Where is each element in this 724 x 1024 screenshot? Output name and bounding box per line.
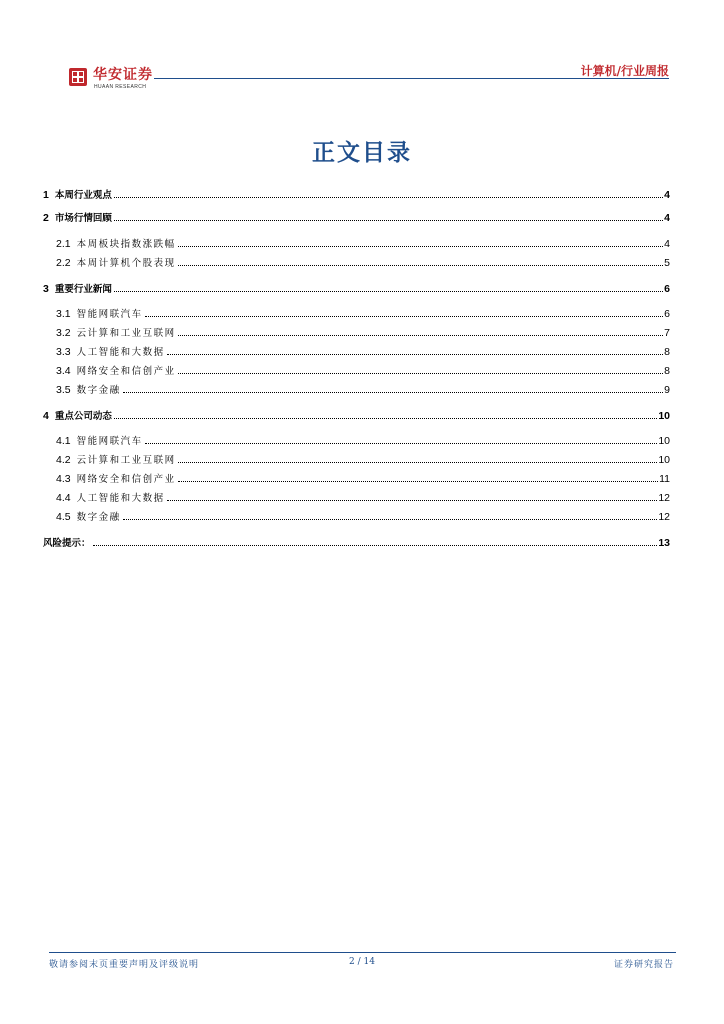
huaan-logo-icon	[69, 68, 87, 86]
toc-entry-number: 4.1	[56, 435, 71, 447]
toc-entry-number: 4.2	[56, 454, 71, 466]
toc-entry-label: 人工智能和大数据	[76, 347, 165, 358]
toc-entry-page: 6	[664, 308, 670, 320]
toc-leader-dots	[123, 517, 658, 520]
toc-entry-number: 2.1	[56, 238, 71, 250]
company-logo-name: 华安证券	[93, 67, 153, 83]
toc-entry-page: 10	[658, 454, 670, 466]
toc-leader-dots	[114, 218, 663, 221]
footer-divider	[49, 952, 676, 953]
toc-entry-label: 本周板块指数涨跌幅	[76, 239, 176, 250]
toc-entry-number: 2	[43, 212, 49, 224]
toc-entry-label: 本周行业观点	[54, 190, 112, 201]
toc-entry-page: 5	[664, 257, 670, 269]
toc-entry[interactable]	[56, 488, 670, 504]
toc-entry-number: 3.5	[56, 384, 71, 396]
toc-entry-number: 3.2	[56, 327, 71, 339]
toc-leader-dots	[178, 479, 658, 482]
toc-leader-dots	[178, 333, 664, 336]
toc-leader-dots	[167, 498, 658, 501]
toc-entry[interactable]	[56, 431, 670, 447]
toc-entry-page: 11	[659, 473, 670, 485]
toc-entry-number: 3	[43, 283, 49, 295]
toc-entry-label: 智能网联汽车	[76, 436, 143, 447]
toc-entry[interactable]	[56, 507, 670, 523]
toc-entry[interactable]	[56, 304, 670, 320]
toc-leader-dots	[178, 263, 664, 266]
toc-entry-label: 网络安全和信创产业	[76, 366, 176, 377]
toc-entry-label: 风险提示：	[43, 538, 91, 549]
toc-entry-page: 10	[658, 410, 670, 422]
toc-leader-dots	[114, 289, 663, 292]
toc-entry-label: 本周计算机个股表现	[76, 258, 176, 269]
toc-entry[interactable]	[56, 450, 670, 466]
company-logo-subtitle: HUAAN RESEARCH	[94, 84, 147, 90]
toc-entry-label: 云计算和工业互联网	[76, 455, 176, 466]
toc-entry-page: 13	[658, 537, 670, 549]
toc-entry-number: 4	[43, 410, 49, 422]
toc-entry-number: 1	[43, 189, 49, 201]
toc-entry-page: 10	[658, 435, 670, 447]
toc-entry[interactable]	[56, 361, 670, 377]
toc-entry-label: 智能网联汽车	[76, 309, 143, 320]
toc-leader-dots	[167, 352, 664, 355]
toc-entry[interactable]	[43, 185, 670, 201]
footer-disclaimer: 敬请参阅末页重要声明及评级说明	[49, 960, 200, 970]
toc-entry-number: 4.3	[56, 473, 71, 485]
page-header	[0, 0, 724, 100]
toc-entry[interactable]	[43, 533, 670, 549]
toc-entry[interactable]	[56, 323, 670, 339]
toc-entry-number: 3.4	[56, 365, 71, 377]
toc-entry-page: 4	[664, 189, 670, 201]
toc-entry-page: 4	[664, 238, 670, 250]
toc-entry-label: 数字金融	[76, 385, 121, 396]
toc-entry-label: 重要行业新闻	[54, 284, 112, 295]
page-title: 正文目录	[312, 139, 412, 166]
toc-entry[interactable]	[56, 342, 670, 358]
toc-entry-label: 市场行情回顾	[54, 213, 112, 224]
toc-entry-page: 12	[658, 511, 670, 523]
toc-leader-dots	[145, 441, 658, 444]
toc-entry-page: 12	[658, 492, 670, 504]
toc-entry-label: 重点公司动态	[54, 411, 112, 422]
footer-doc-kind: 证券研究报告	[613, 960, 674, 970]
toc-entry[interactable]	[56, 234, 670, 250]
toc-entry-label: 网络安全和信创产业	[76, 474, 176, 485]
toc-leader-dots	[114, 195, 663, 198]
toc-entry[interactable]	[56, 380, 670, 396]
toc-entry[interactable]	[56, 469, 670, 485]
toc-entry-label: 云计算和工业互联网	[76, 328, 176, 339]
toc-leader-dots	[178, 460, 658, 463]
report-type: 计算机/行业周报	[580, 64, 669, 78]
toc-leader-dots	[178, 371, 664, 374]
toc-entry-label: 人工智能和大数据	[76, 493, 165, 504]
toc-leader-dots	[123, 390, 664, 393]
toc-entry-number: 4.4	[56, 492, 71, 504]
toc-entry[interactable]	[43, 279, 670, 295]
toc-entry-number: 3.1	[56, 308, 71, 320]
toc-entry[interactable]	[43, 208, 670, 224]
toc-entry-number: 3.3	[56, 346, 71, 358]
toc-leader-dots	[145, 314, 664, 317]
toc-entry-page: 4	[664, 212, 670, 224]
toc-entry[interactable]	[43, 406, 670, 422]
toc-entry-page: 8	[664, 346, 670, 358]
toc-entry-page: 9	[664, 384, 670, 396]
toc-entry-page: 7	[664, 327, 670, 339]
toc-entry-page: 8	[664, 365, 670, 377]
toc-entry[interactable]	[56, 253, 670, 269]
toc-leader-dots	[93, 543, 658, 546]
page-number: 2 / 14	[349, 957, 375, 967]
toc-leader-dots	[178, 244, 664, 247]
toc-entry-number: 4.5	[56, 511, 71, 523]
toc-leader-dots	[114, 416, 657, 419]
toc-entry-page: 6	[664, 283, 670, 295]
toc-entry-label: 数字金融	[76, 512, 121, 523]
toc-entry-number: 2.2	[56, 257, 71, 269]
